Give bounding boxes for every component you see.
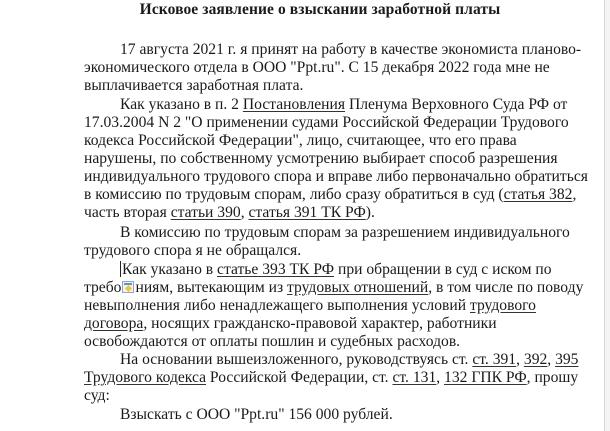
document-title: Исковое заявление о взыскании заработной платы (139, 1, 501, 18)
text-line: индивидуального трудового спора и вправе либо первоначально обратиться (84, 168, 588, 185)
text-line: экономического отдела в ООО "Ppt.ru". С 15 декабря 2022 года мне не (84, 59, 550, 76)
text-line: Взыскать с ООО "Ppt.ru" 156 000 рублей. (120, 406, 393, 423)
text-line: в комиссию по трудовым спорам, либо сразу обратиться в суд (статья 382, (84, 186, 577, 203)
link-statye-393-tk-rf[interactable]: статье 393 ТК РФ (217, 261, 335, 278)
text-line: часть вторая статьи 390, статья 391 ТК РФ). (84, 204, 375, 221)
text-line: невыполнения либо ненадлежащего выполнения условий трудового (84, 297, 536, 314)
text-line: кодекса Российской Федерации", лицо, считающее, что его права (84, 132, 517, 149)
text-line: нарушены, по собственному усмотрению выбирает способ разрешения (84, 150, 558, 167)
link-trudovyh-otnosheniy[interactable]: трудовых отношений (287, 279, 429, 296)
text-line: суд: (84, 387, 110, 404)
text-line: В комиссию по трудовым спорам за разрешением индивидуального (120, 224, 570, 241)
link-statya-391-tk-rf[interactable]: статья 391 ТК РФ (248, 204, 366, 221)
link-trudovogo-kodeksa[interactable]: Трудового кодекса (84, 369, 207, 386)
page-gutter (605, 0, 610, 431)
text-line: освобождаются от оплаты пошлин и судебных расходов. (84, 333, 461, 350)
link-trudovogo[interactable]: трудового (469, 297, 536, 314)
text-line: Как указано в п. 2 Постановления Пленума Верховного Суда РФ от (120, 96, 568, 113)
text-cursor-icon (120, 261, 121, 277)
smart-tag-icon[interactable] (122, 281, 134, 293)
link-132-gpk-rf[interactable]: 132 ГПК РФ (444, 369, 527, 386)
text-line: 17.03.2004 N 2 "О применении судами Российской Федерации Трудового (84, 114, 569, 131)
text-line: 17 августа 2021 г. я принят на работу в качестве экономиста планово- (120, 41, 582, 58)
link-stati-390[interactable]: статьи 390 (170, 204, 241, 221)
link-statya-382[interactable]: статья 382 (503, 186, 573, 203)
text-line: выплачивается заработная плата. (84, 77, 304, 94)
text-line: Трудового кодекса Российской Федерации, ст. ст. 131, 132 ГПК РФ, прошу (84, 369, 579, 386)
link-392[interactable]: 392 (523, 351, 548, 368)
link-st-391[interactable]: ст. 391 (472, 351, 517, 368)
text-line: требо ниям, вытекающим из трудовых отношений, в том числе по поводу (84, 279, 584, 296)
link-st-131[interactable]: ст. 131 (392, 369, 437, 386)
text-line: Как указано в статье 393 ТК РФ при обращении в суд с иском по (122, 261, 552, 278)
text-line: На основании вышеизложенного, руководствуясь ст. ст. 391, 392, 395 (120, 351, 579, 368)
link-dogovora[interactable]: договора (84, 315, 144, 332)
text-line: трудового спора я не обращался. (84, 242, 302, 259)
link-395[interactable]: 395 (555, 351, 579, 368)
link-postanovleniya[interactable]: Постановления (242, 96, 346, 113)
text-line: договора, носящих гражданско-правовой характер, работники (84, 315, 497, 332)
